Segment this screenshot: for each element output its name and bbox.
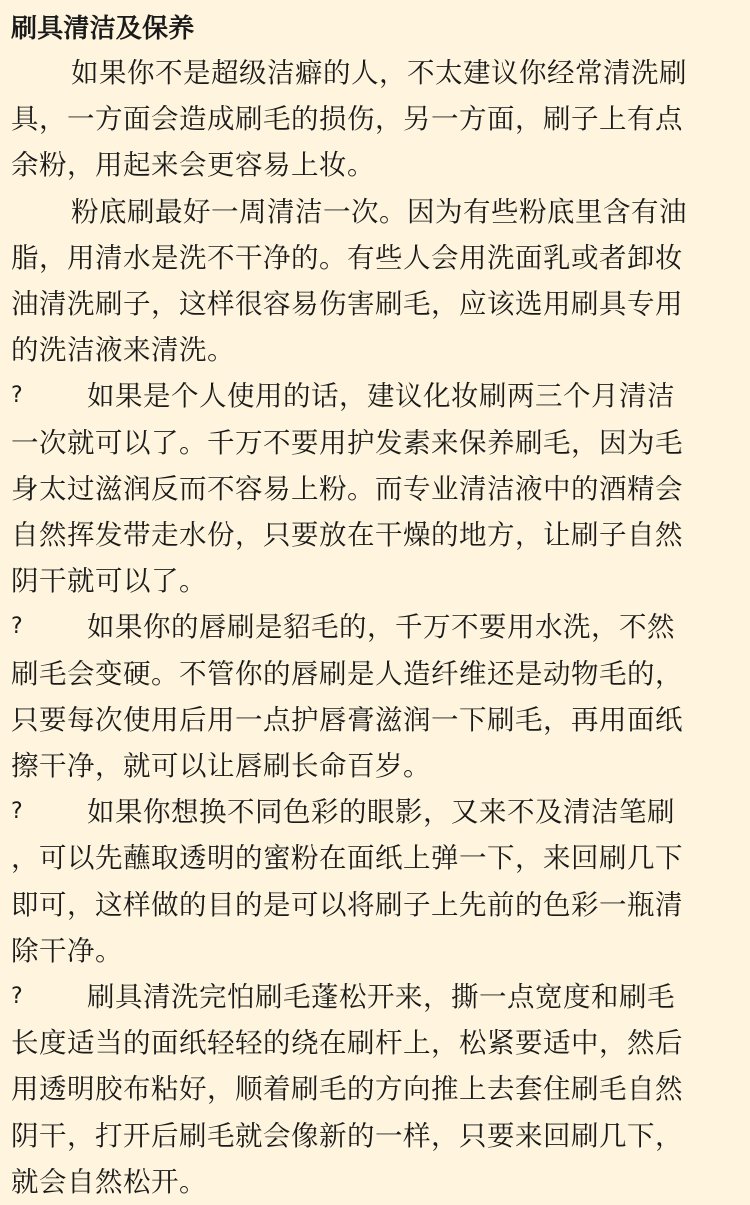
paragraph — [11, 789, 740, 974]
paragraph-line: 一次就可以了。千万不要用护发素来保养刷毛，因为毛 — [11, 426, 683, 459]
paragraph-line: 即可，这样做的目的是可以将刷子上先前的色彩一瓶清 — [11, 888, 683, 921]
paragraph-line: 余粉，用起来会更容易上妆。 — [11, 149, 375, 182]
paragraph — [11, 604, 740, 789]
unknown-glyph-marker: ? — [11, 984, 24, 1010]
paragraph-line: 用透明胶布粘好，顺着刷毛的方向推上去套住刷毛自然 — [11, 1073, 683, 1106]
paragraph — [11, 974, 740, 1205]
paragraph-first-line — [11, 373, 740, 419]
paragraph-line: 身太过滋润反而不容易上粉。而专业清洁液中的酒精会 — [11, 472, 683, 505]
paragraph-line: 刷毛会变硬。不管你的唇刷是人造纤维还是动物毛的， — [11, 657, 683, 690]
paragraph-line: 阴干，打开后刷毛就会像新的一样，只要来回刷几下， — [11, 1119, 683, 1152]
unknown-glyph-marker: ? — [11, 799, 24, 825]
paragraph-line: 如果你不是超级洁癖的人，不太建议你经常清洗刷 — [71, 57, 687, 89]
paragraph-line: 刷具清洗完怕刷毛蓬松开来，撕一点宽度和刷毛 — [87, 981, 675, 1014]
unknown-glyph-marker: ? — [11, 383, 24, 409]
paragraph — [11, 50, 740, 189]
paragraph-line: 具，一方面会造成刷毛的损伤，另一方面，刷子上有点 — [11, 103, 683, 136]
paragraph-line: 除干净。 — [11, 934, 123, 967]
paragraph-line: 自然挥发带走水份，只要放在干燥的地方，让刷子自然 — [11, 519, 683, 552]
paragraph-first-line — [11, 789, 740, 835]
paragraph-first-line — [11, 974, 740, 1020]
paragraph-line: 长度适当的面纸轻轻的绕在刷杆上，松紧要适中，然后 — [11, 1027, 683, 1060]
paragraph-line: 就会自然松开。 — [11, 1165, 207, 1198]
paragraph-line: 只要每次使用后用一点护唇膏滋润一下刷毛，再用面纸 — [11, 703, 683, 736]
paragraph-line: 油清洗刷子，这样很容易伤害刷毛，应该选用刷具专用 — [11, 288, 683, 321]
paragraph-line: 如果你的唇刷是貂毛的，千万不要用水洗，不然 — [87, 611, 675, 644]
unknown-glyph-marker: ? — [11, 614, 24, 640]
paragraph-line: 阴干就可以了。 — [11, 565, 207, 598]
paragraph-first-line — [11, 604, 740, 650]
paragraph-line: 擦干净，就可以让唇刷长命百岁。 — [11, 750, 431, 783]
article-title: 刷具清洁及保养 — [11, 14, 195, 44]
paragraph — [11, 189, 740, 374]
paragraph — [11, 373, 740, 604]
paragraph-line: 如果你想换不同色彩的眼影，又来不及清洁笔刷 — [87, 796, 675, 829]
paragraph-line: 脂，用清水是洗不干净的。有些人会用洗面乳或者卸妆 — [11, 241, 683, 274]
paragraph-line: 粉底刷最好一周清洁一次。因为有些粉底里含有油 — [71, 195, 687, 228]
paragraph-line: 如果是个人使用的话，建议化妆刷两三个月清洁 — [87, 380, 675, 413]
paragraph-line: 的洗洁液来清洗。 — [11, 334, 235, 367]
paragraph-line: ，可以先蘸取透明的蜜粉在面纸上弹一下，来回刷几下 — [11, 842, 683, 875]
